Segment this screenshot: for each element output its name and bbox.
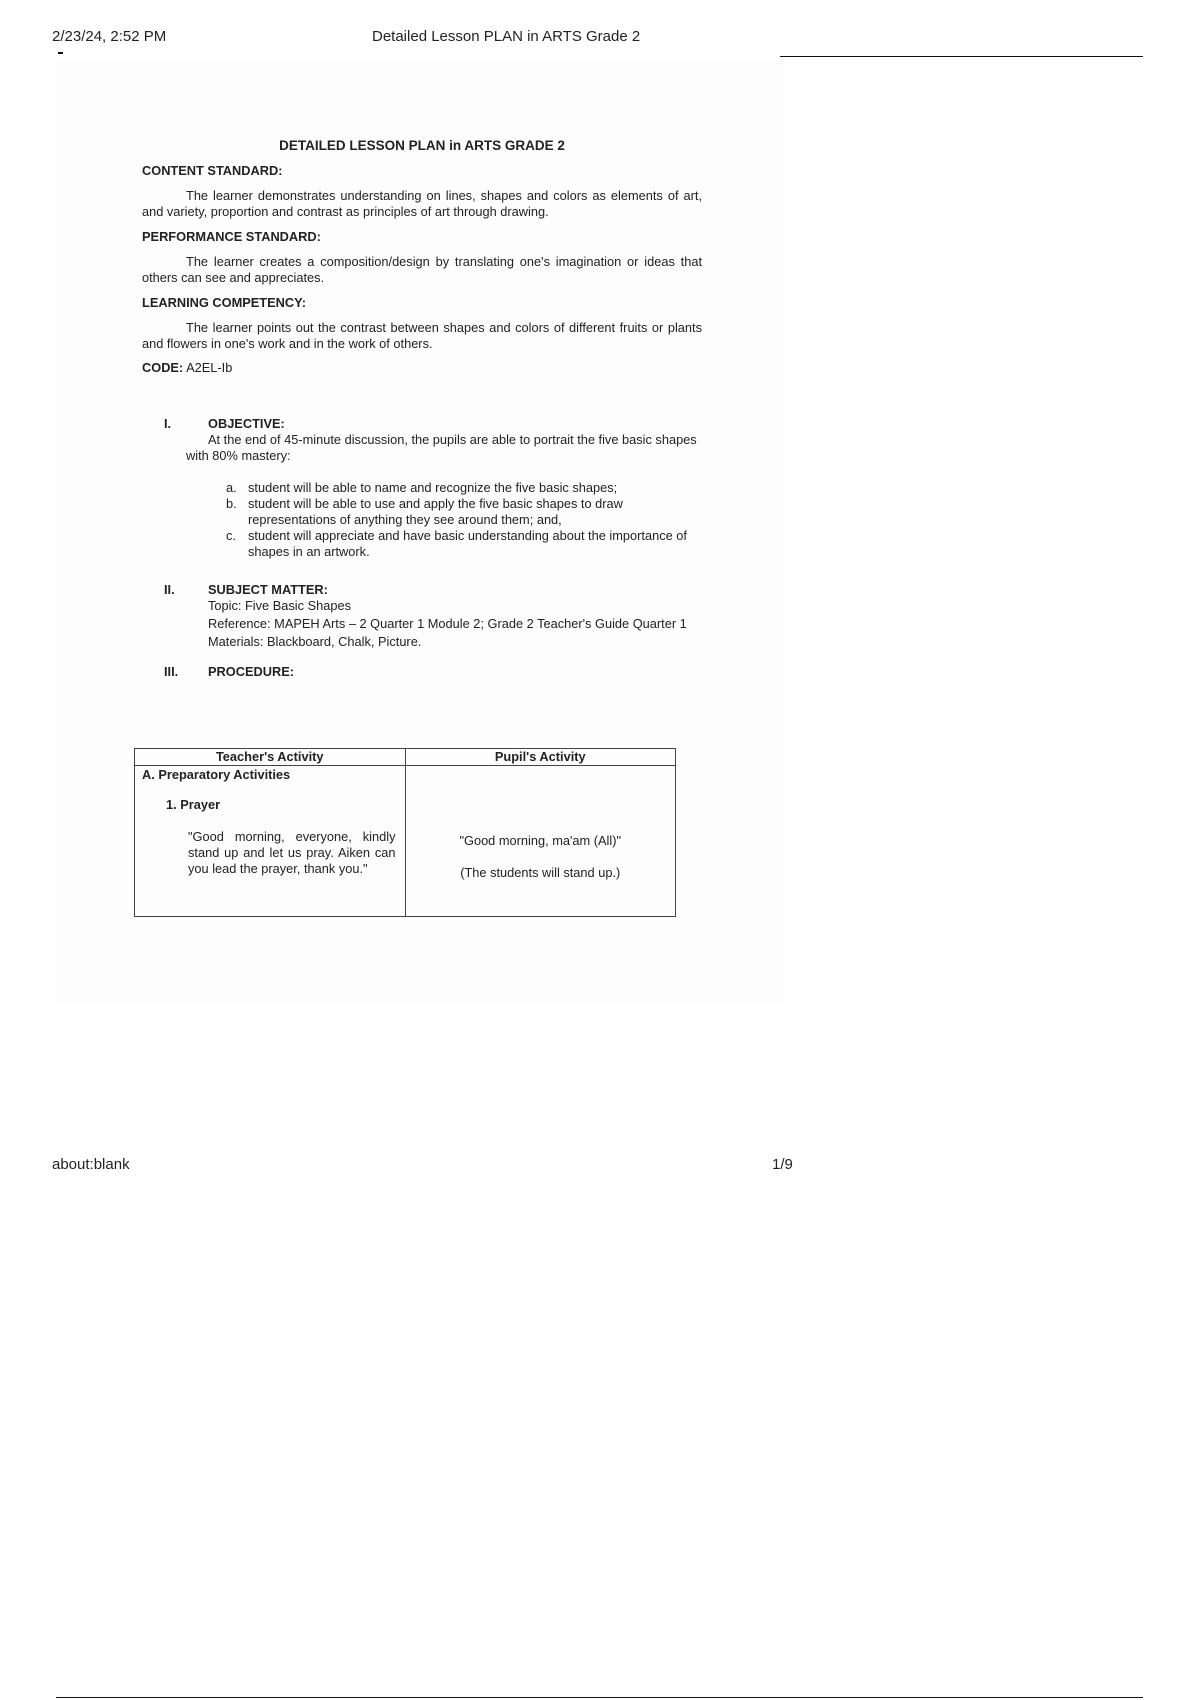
code-line [142, 360, 702, 376]
procedure-heading: PROCEDURE: [208, 664, 295, 679]
performance-standard-text: The learner creates a composition/design by translating one's imagination or ideas that others can see and appreciates. [142, 254, 702, 285]
pupil-activity-cell [405, 766, 676, 917]
learning-competency-text: The learner points out the contrast between shapes and colors of different fruits or plants and flowers in one's work and in the work of others. [142, 320, 702, 351]
subject-matter-number: II. [164, 582, 175, 597]
list-text: student will be able to use and apply the five basic shapes to draw representations of anything they see around them; and, [248, 496, 623, 527]
list-letter: a. [226, 480, 237, 495]
objective-list [226, 480, 702, 560]
code-value: A2EL-Ib [186, 360, 233, 375]
pupil-action-text: (The students will stand up.) [460, 865, 621, 880]
teacher-prayer-text: "Good morning, everyone, kindly stand up and let us pray. Aiken can you lead the prayer, thank you." [188, 829, 396, 876]
preparatory-activities-heading: A. Preparatory Activities [142, 767, 291, 782]
pupil-activity-header: Pupil's Activity [405, 749, 676, 766]
teacher-activity-cell [135, 766, 406, 917]
header-mark [58, 52, 63, 54]
print-header-datetime: 2/23/24, 2:52 PM [52, 28, 167, 45]
table-row [135, 766, 676, 917]
list-letter: c. [226, 528, 236, 543]
list-text: student will appreciate and have basic understanding about the importance of shapes in an artwork. [248, 528, 687, 559]
procedure-section [164, 664, 702, 680]
list-text: student will be able to name and recognize the five basic shapes; [248, 480, 618, 495]
subject-matter-section [164, 582, 702, 650]
subject-topic: Topic: Five Basic Shapes [208, 598, 351, 613]
teacher-activity-header: Teacher's Activity [135, 749, 406, 766]
list-item [226, 528, 702, 560]
procedure-table [134, 748, 676, 917]
objective-heading: OBJECTIVE: [208, 416, 285, 431]
learning-competency-heading: LEARNING COMPETENCY: [142, 295, 306, 310]
subject-reference: Reference: MAPEH Arts – 2 Quarter 1 Module 2; Grade 2 Teacher's Guide Quarter 1 [208, 616, 687, 631]
list-letter: b. [226, 496, 237, 511]
lesson-plan-body [142, 138, 702, 680]
print-footer-page-number: 1/9 [772, 1156, 793, 1173]
performance-standard-heading: PERFORMANCE STANDARD: [142, 229, 321, 244]
procedure-number: III. [164, 664, 179, 679]
document-title: DETAILED LESSON PLAN in ARTS GRADE 2 [279, 138, 565, 153]
print-header-title: Detailed Lesson PLAN in ARTS Grade 2 [372, 28, 641, 45]
code-label: CODE: [142, 360, 184, 375]
subject-matter-heading: SUBJECT MATTER: [208, 582, 328, 597]
prayer-heading: 1. Prayer [166, 797, 221, 812]
subject-materials: Materials: Blackboard, Chalk, Picture. [208, 634, 422, 649]
content-standard-text: The learner demonstrates understanding on lines, shapes and colors as elements of art, and variety, proportion and contrast as principles of art through drawing. [142, 188, 702, 219]
objective-section [164, 416, 702, 464]
pupil-greeting-text: "Good morning, ma'am (All)" [459, 833, 622, 848]
content-standard-heading: CONTENT STANDARD: [142, 163, 283, 178]
objective-text: At the end of 45-minute discussion, the pupils are able to portrait the five basic shapes with 80% mastery: [186, 432, 697, 463]
print-footer-url: about:blank [52, 1156, 130, 1173]
footer-rule [56, 1697, 1143, 1698]
list-item [226, 496, 702, 528]
objective-number: I. [164, 416, 172, 431]
table-header-row [135, 749, 676, 766]
list-item [226, 480, 702, 496]
header-rule [780, 56, 1143, 57]
